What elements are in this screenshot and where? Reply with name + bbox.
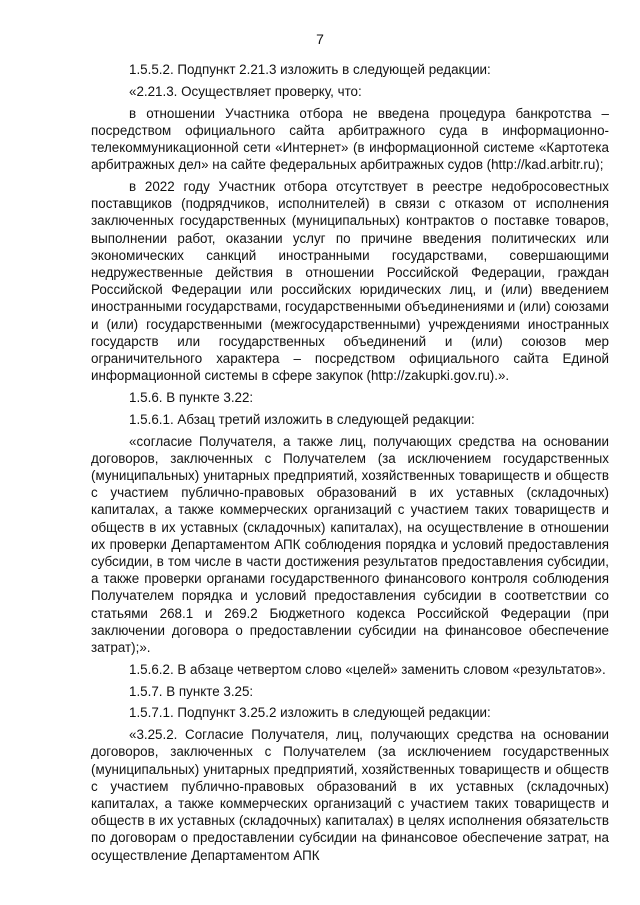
document-body [91, 61, 609, 864]
paragraph-1-5-6-1: 1.5.6.1. Абзац третий изложить в следующей редакции: [129, 411, 475, 427]
paragraph-1-5-7-1: 1.5.7.1. Подпункт 3.25.2 изложить в следующей редакции: [129, 705, 491, 721]
paragraph-1-5-6: 1.5.6. В пункте 3.22: [129, 390, 254, 406]
page-number: 7 [316, 31, 324, 47]
paragraph-3-25-2: «3.25.2. Согласие Получателя, лиц, получающих средства на основании договоров, заключенных с Получателем (за исключением государственных (муниципальных) унитарных предприятий, хозяйственных товариществ и обществ с участием публично-правовых образований в их уставных (складочных) капиталах, а также коммерческих организаций с участием таких товариществ и обществ в их уставных (складочных) капиталах) в целях исполнения обязательств по договорам о предоставлении субсидии на финансовое обеспечение затрат, на осуществление Департаментом АПК [91, 727, 609, 863]
paragraph-supplier-registry-check: в 2022 году Участник отбора отсутствует в реестре недобросовестных поставщиков (подрядчиков, исполнителей) в связи с отказом от исполнения заключенных государственных (муниципальных) контрактов о поставке товаров, выполнении работ, оказании услуг по причине введения политических или экономических санкций иностранными государствами, совершающими недружественные действия в отношении Российской Федерации, граждан Российской Федерации или российских юридических лиц, и (или) введением иностранными государствами, государственными объединениями и (или) союзами и (или) государственными (межгосударственными) учреждениями иностранных государств или государственных объединений и (или) союзов мер ограничительного характера – посредством официального сайта Единой информационной системы в сфере закупок (http://zakupki.gov.ru).». [91, 179, 609, 384]
paragraph-bankruptcy-check: в отношении Участника отбора не введена процедура банкротства – посредством официального сайта арбитражного суда в информационно-телекоммуникационной сети «Интернет» (в информационной системе «Картотека арбитражных дел» на сайте федеральных арбитражных судов (http://kad.arbitr.ru); [91, 105, 609, 173]
paragraph-1-5-5-2: 1.5.5.2. Подпункт 2.21.3 изложить в следующей редакции: [129, 62, 491, 77]
paragraph-consent-text: «согласие Получателя, а также лиц, получающих средства на основании договоров, заключенных с Получателем (за исключением государственных (муниципальных) унитарных предприятий, хозяйственных товариществ и обществ с участием публично-правовых образований в их уставных (складочных) капиталах, а также коммерческих организаций с участием таких товариществ и обществ в их уставных (складочных) капиталах), на осуществление в отношении их проверки Департаментом АПК соблюдения порядка и условий предоставления субсидии, в том числе в части достижения результатов предоставления субсидии, а также проверки органами государственного финансового контроля соблюдения Получателем порядка и условий предоставления субсидии в соответствии со статьями 268.1 и 269.2 Бюджетного кодекса Российской Федерации (при заключении договора о предоставлении субсидии на финансовое обеспечение затрат);». [91, 433, 609, 656]
paragraph-1-5-7: 1.5.7. В пункте 3.25: [129, 683, 254, 699]
paragraph-1-5-6-2: 1.5.6.2. В абзаце четвертом слово «целей» заменить словом «результатов». [129, 661, 606, 677]
paragraph-2-21-3-heading: «2.21.3. Осуществляет проверку, что: [129, 83, 362, 99]
